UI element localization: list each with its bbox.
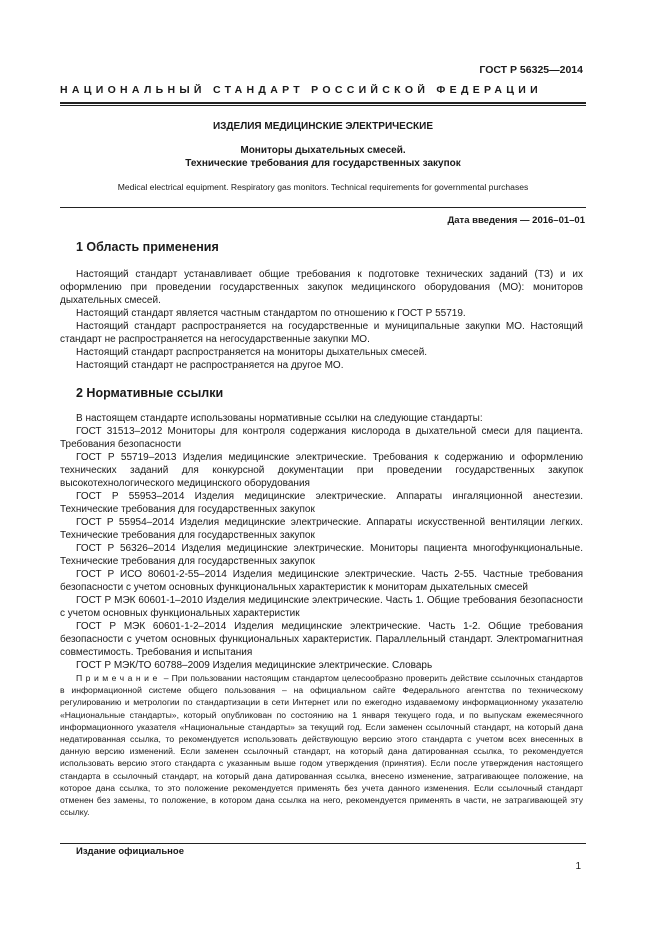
page-number: 1 bbox=[575, 861, 581, 872]
main-title: ИЗДЕЛИЯ МЕДИЦИНСКИЕ ЭЛЕКТРИЧЕСКИЕ bbox=[212, 121, 434, 132]
section-1-body bbox=[60, 268, 583, 372]
national-standard-title: НАЦИОНАЛЬНЫЙ СТАНДАРТ РОССИЙСКОЙ ФЕДЕРАЦИИ bbox=[60, 84, 542, 96]
paragraph: В настоящем стандарте использованы нормативные ссылки на следующие стандарты: bbox=[76, 413, 483, 424]
english-title: Medical electrical equipment. Respiratory gas monitors. Technical requirements for governmental purchases bbox=[117, 182, 529, 192]
paragraph: Настоящий стандарт распространяется на мониторы дыхательных смесей. bbox=[76, 347, 428, 358]
subtitle-line-1: Мониторы дыхательных смесей. bbox=[240, 145, 406, 156]
paragraph: Настоящий стандарт является частным стандартом по отношению к ГОСТ Р 55719. bbox=[76, 308, 466, 319]
paragraph: Настоящий стандарт устанавливает общие требования к подготовке технических заданий (ТЗ) и их оформлению при проведении государственных закупок медицинского оборудования (МО): мониторов дыхательных смесей. bbox=[60, 269, 583, 306]
reference-item: ГОСТ Р 56326–2014 Изделия медицинские электрические. Мониторы пациента многофункциональные. Технические требования для государственных закупок bbox=[60, 543, 583, 567]
paragraph: Настоящий стандарт распространяется на государственные и муниципальные закупки МО. Настоящий стандарт не распространяется на негосударственные закупки МО. bbox=[60, 321, 583, 345]
introduction-date: Дата введения — 2016–01–01 bbox=[447, 215, 585, 226]
note-text: – При пользовании настоящим стандартом целесообразно проверить действие ссылочных стандартов в информационной системе общего пользования – на официальном сайте Федерального агентства по техническому регулированию и метрологии по стандартизации в сети Интернет или по ежегодно издаваемому информационному указателю «Национальные стандарты», который опубликован по состоянию на 1 января текущего года, и по выпускам ежемесячного информационного указателя «Национальные стандарты» за текущий год. Если заменен ссылочный стандарт, на который дана недатированная ссылка, то рекомендуется использовать действующую версию этого стандарта с учетом всех внесенных в данную версию изменений. Если заменен ссылочный стандарт, на который дана датированная ссылка, то рекомендуется использовать версию этого стандарта с указанным выше годом утверждения (принятия). Если после утверждения настоящего стандарта в ссылочный стандарт, на который дана датированная ссылка, внесено изменение, затрагивающее положение, на которое дана ссылка, то это положение рекомендуется применять без учета данного изменения. Если ссылочный стандарт отменен без замены, то положение, в котором дана ссылка на него, рекомендуется применять в части, не затрагивающей эту ссылку. bbox=[60, 673, 583, 818]
note bbox=[60, 672, 583, 818]
reference-item: ГОСТ Р 55953–2014 Изделия медицинские электрические. Аппараты ингаляционной анестезии. Технические требования для государственных закупок bbox=[60, 491, 583, 515]
section-2-heading: 2 Нормативные ссылки bbox=[76, 386, 224, 400]
reference-item: ГОСТ Р МЭК 60601-1–2010 Изделия медицинские электрические. Часть 1. Общие требования безопасности с учетом основных функциональных характеристик bbox=[60, 595, 583, 619]
reference-item: ГОСТ Р МЭК/ТО 60788–2009 Изделия медицинские электрические. Словарь bbox=[76, 660, 433, 671]
header-rule-thin bbox=[60, 105, 586, 106]
reference-item: ГОСТ Р МЭК 60601-1-2–2014 Изделия медицинские электрические. Часть 1-2. Общие требования безопасности с учетом основных функциональных характеристик. Параллельный стандарт. Электромагнитная совместимость. Требования и испытания bbox=[60, 621, 583, 658]
paragraph: Настоящий стандарт не распространяется на другое МО. bbox=[76, 360, 344, 371]
edition-label: Издание официальное bbox=[76, 846, 184, 857]
title-rule bbox=[60, 207, 586, 208]
reference-item: ГОСТ Р 55719–2013 Изделия медицинские электрические. Требования к содержанию и оформлению технических заданий для конкурсной документации при проведении государственных закупок высокотехнологического медицинского оборудования bbox=[60, 452, 583, 489]
header-rule-thick bbox=[60, 102, 586, 104]
doc-code: ГОСТ Р 56325—2014 bbox=[479, 64, 583, 76]
section-2-body bbox=[60, 412, 583, 818]
section-1-heading: 1 Область применения bbox=[76, 240, 219, 254]
reference-item: ГОСТ Р 55954–2014 Изделия медицинские электрические. Аппараты искусственной вентиляции легких. Технические требования для государственных закупок bbox=[60, 517, 583, 541]
footer-rule bbox=[60, 843, 586, 844]
reference-item: ГОСТ Р ИСО 80601-2-55–2014 Изделия медицинские электрические. Часть 2-55. Частные требования безопасности с учетом основных функциональных характеристик к мониторам дыхательных смесей bbox=[60, 569, 583, 593]
note-label: Примечание bbox=[76, 673, 161, 683]
subtitle-line-2: Технические требования для государственных закупок bbox=[185, 158, 461, 169]
reference-item: ГОСТ 31513–2012 Мониторы для контроля содержания кислорода в дыхательной смеси для пациента. Требования безопасности bbox=[60, 426, 583, 450]
